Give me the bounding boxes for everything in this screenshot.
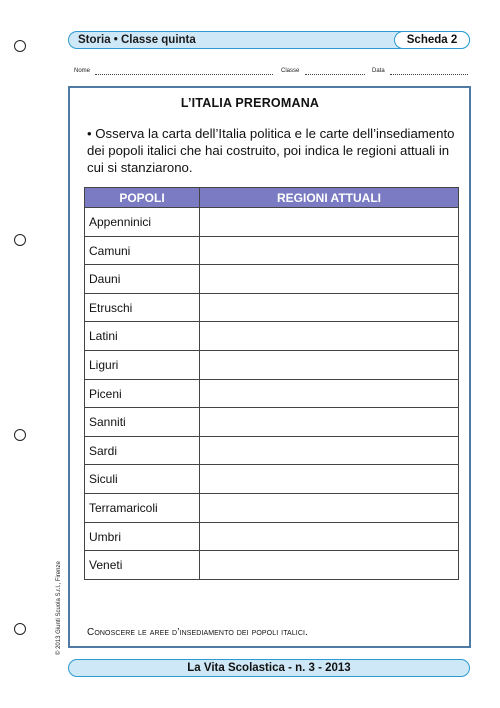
binder-hole-3 [14, 429, 26, 441]
popolo-cell: Sanniti [85, 408, 200, 436]
region-answer-cell[interactable] [200, 380, 458, 408]
table-header-regioni: REGIONI ATTUALI [199, 187, 459, 208]
table-row [84, 237, 459, 266]
popolo-cell: Umbri [85, 523, 200, 551]
table-row [84, 208, 459, 237]
name-field[interactable] [95, 74, 273, 75]
table-header-popoli: POPOLI [84, 187, 200, 208]
header-bar [68, 31, 470, 49]
table-row [84, 294, 459, 323]
popolo-cell: Appenninici [85, 208, 200, 236]
name-label: Nome [74, 68, 91, 74]
binder-hole-2 [14, 234, 26, 246]
table-row [84, 408, 459, 437]
binder-hole-4 [14, 623, 26, 635]
region-answer-cell[interactable] [200, 237, 458, 265]
footer-text: La Vita Scolastica - n. 3 - 2013 [187, 662, 351, 674]
popolo-cell: Dauni [85, 265, 200, 293]
region-answer-cell[interactable] [200, 265, 458, 293]
popolo-cell: Terramaricoli [85, 494, 200, 522]
worksheet-title: L’ITALIA PREROMANA [180, 96, 320, 110]
sheet-tab [394, 31, 470, 49]
region-answer-cell[interactable] [200, 351, 458, 379]
popolo-cell: Liguri [85, 351, 200, 379]
popolo-cell: Latini [85, 322, 200, 350]
instruction-text: • Osserva la carta dell’Italia politica e le carte dell’insediamento dei popoli italici che hai costruito, poi indica le regioni attuali in cui si stanziarono. [87, 126, 455, 175]
table-row [84, 351, 459, 380]
popolo-cell: Siculi [85, 465, 200, 493]
class-label: Classe [281, 68, 300, 74]
region-answer-cell[interactable] [200, 523, 458, 551]
table-row [84, 380, 459, 409]
footer-bar [68, 659, 470, 677]
binder-hole-1 [14, 40, 26, 52]
subject-title: Storia • Classe quinta [78, 34, 196, 46]
learning-objective: Conoscere le aree d’insediamento dei popoli italici. [87, 627, 308, 638]
region-answer-cell[interactable] [200, 551, 458, 579]
table-row [84, 265, 459, 294]
table-row [84, 437, 459, 466]
region-answer-cell[interactable] [200, 465, 458, 493]
table-row [84, 551, 459, 580]
popolo-cell: Sardi [85, 437, 200, 465]
table-row [84, 523, 459, 552]
region-answer-cell[interactable] [200, 322, 458, 350]
sheet-label: Scheda 2 [406, 34, 458, 46]
table-row [84, 322, 459, 351]
table-row [84, 465, 459, 494]
copyright-text: © 2013 Giunti Scuola S.r.l., Firenze [56, 561, 62, 655]
region-answer-cell[interactable] [200, 408, 458, 436]
popolo-cell: Veneti [85, 551, 200, 579]
region-answer-cell[interactable] [200, 437, 458, 465]
region-answer-cell[interactable] [200, 494, 458, 522]
popolo-cell: Piceni [85, 380, 200, 408]
region-answer-cell[interactable] [200, 208, 458, 236]
table-row [84, 494, 459, 523]
date-field[interactable] [390, 74, 468, 75]
region-answer-cell[interactable] [200, 294, 458, 322]
date-label: Data [372, 68, 385, 74]
popolo-cell: Camuni [85, 237, 200, 265]
popolo-cell: Etruschi [85, 294, 200, 322]
class-field[interactable] [305, 74, 365, 75]
